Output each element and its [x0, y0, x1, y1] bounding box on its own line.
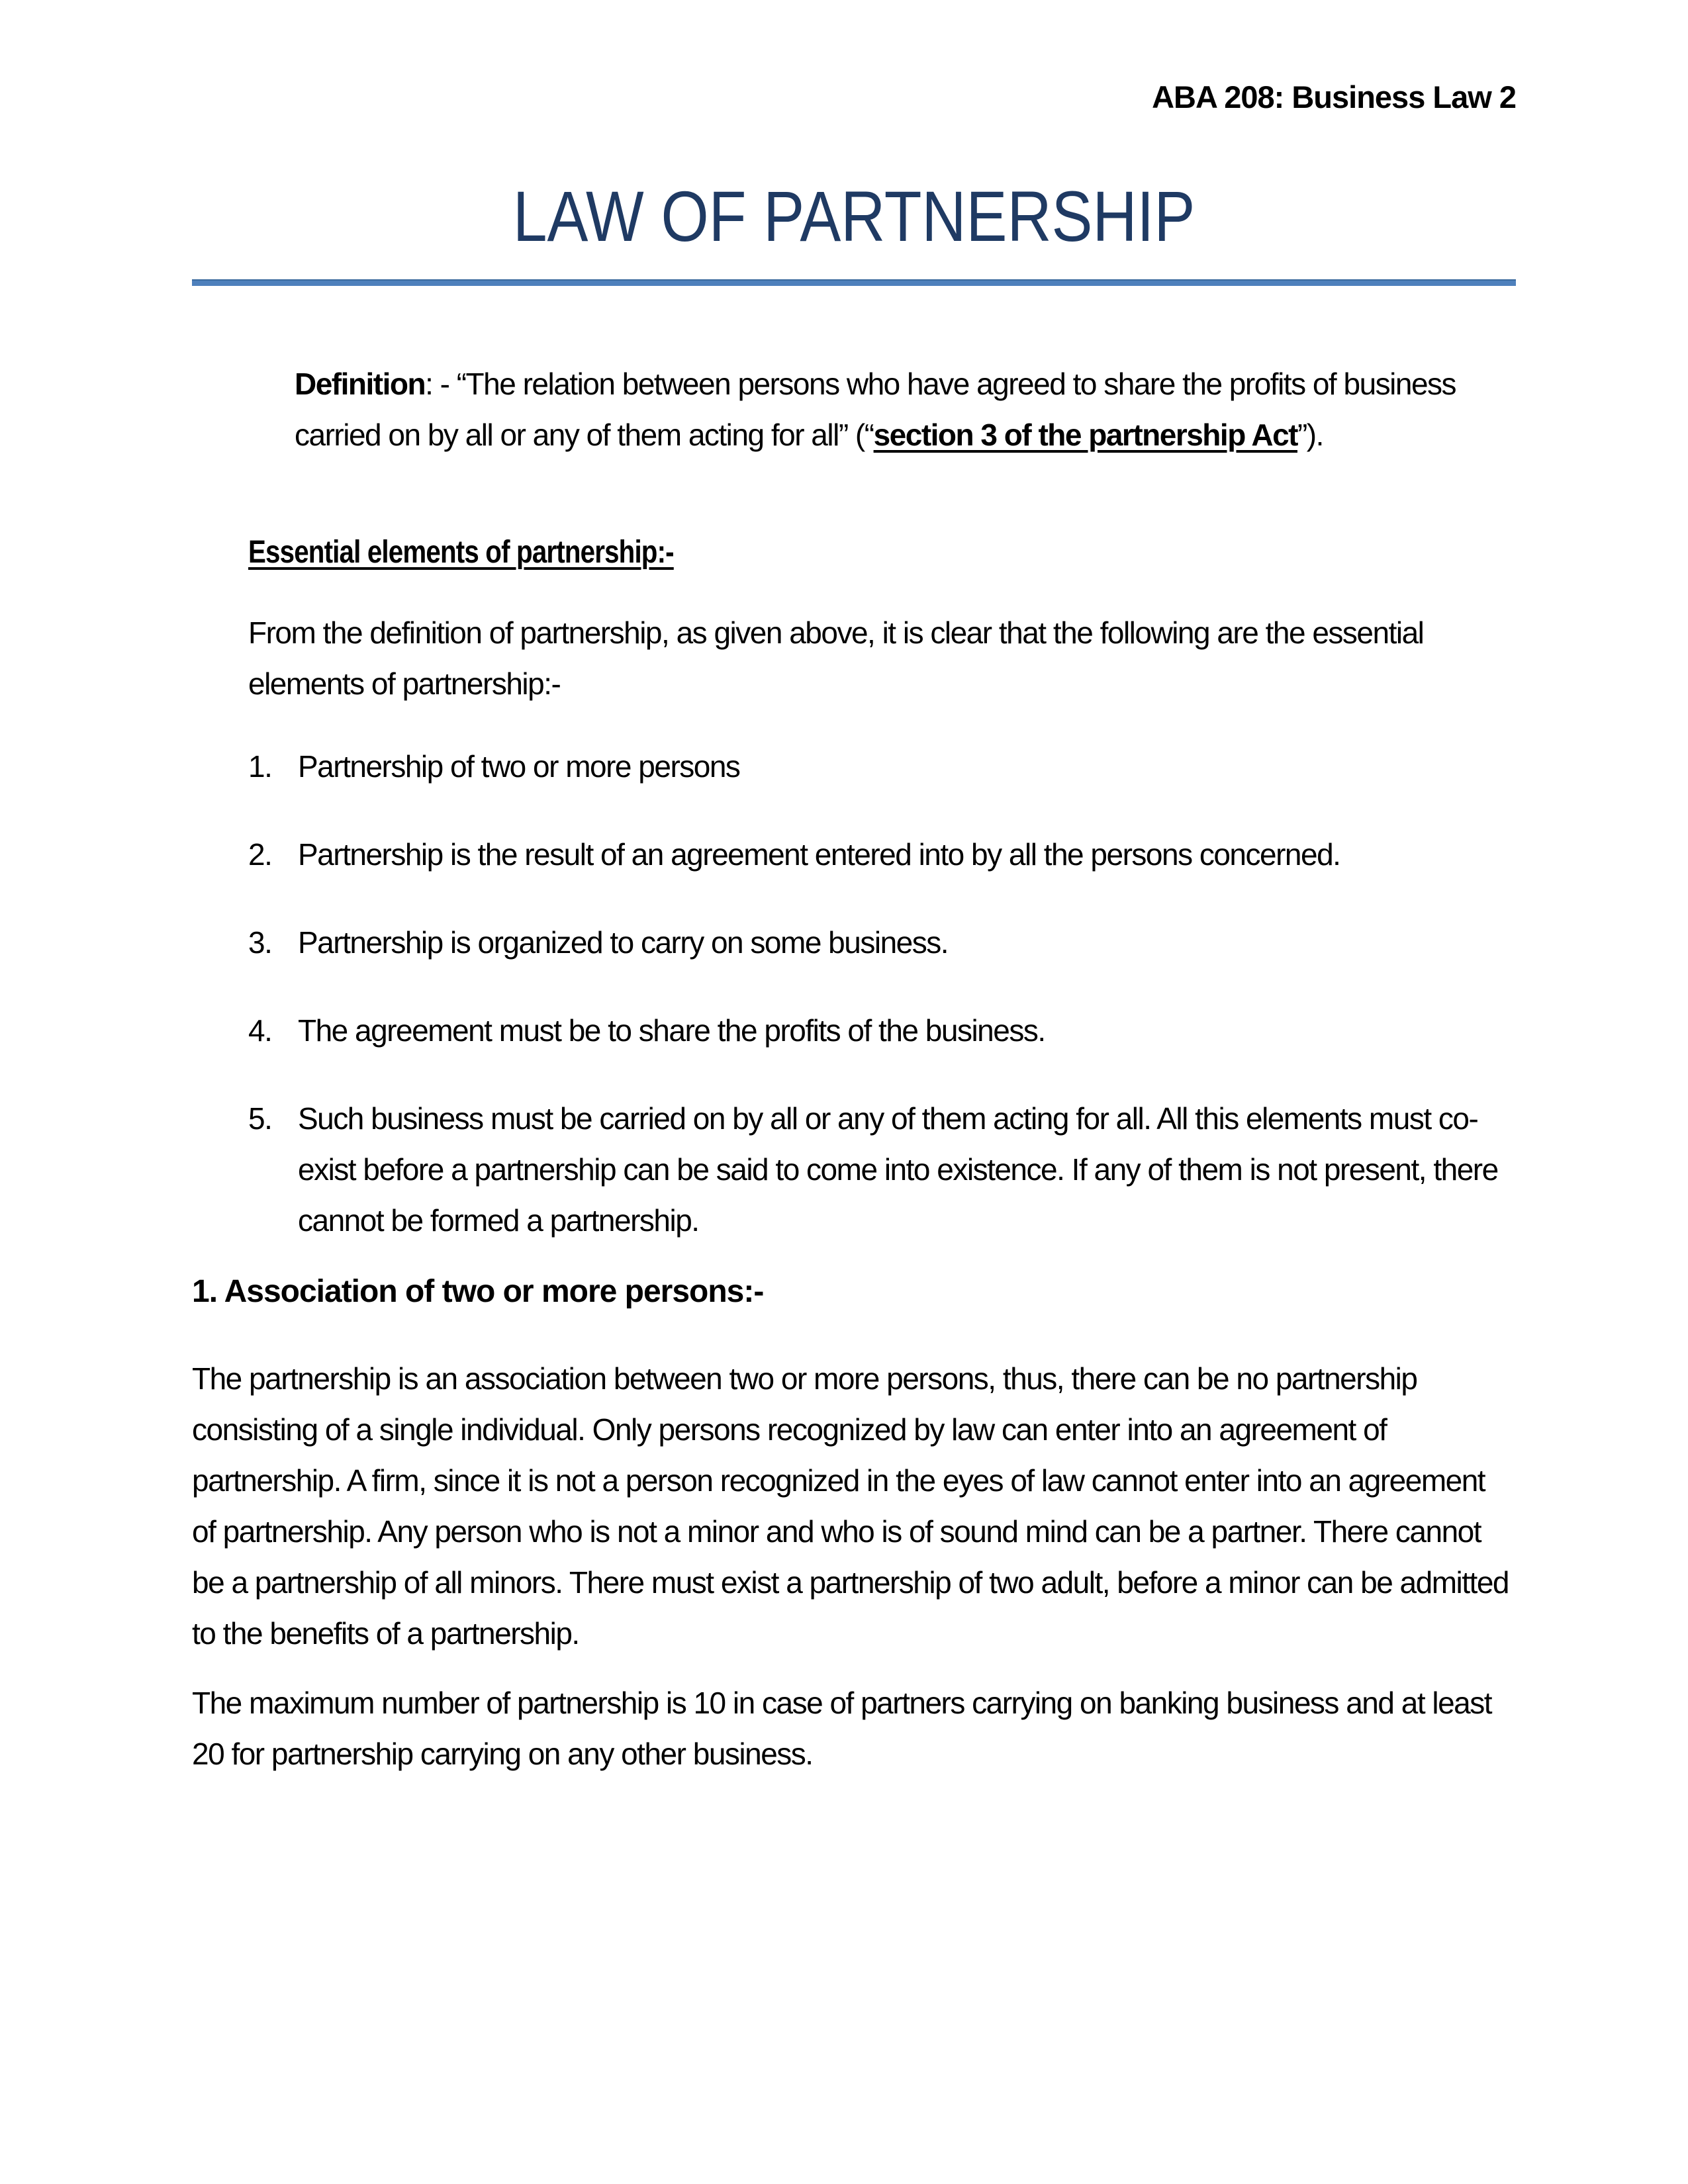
definition-lead-text: : - “The relation between persons who have agreed to share the profits of business carried on by all or any of them acting for all” (“: [295, 367, 1456, 452]
list-item-4: The agreement must be to share the profits of the business.: [298, 1013, 1045, 1048]
list-item-2: Partnership is the result of an agreement entered into by all the persons concerned.: [298, 837, 1340, 872]
definition-label: Definition: [295, 367, 426, 401]
association-paragraph-2: The maximum number of partnership is 10 in case of partners carrying on banking business and at least 20 for partnership carrying on any other business.: [192, 1686, 1492, 1771]
definition-paragraph: [295, 359, 1513, 461]
definition-statute-reference: section 3 of the partnership Act: [873, 418, 1297, 452]
list-item-3: Partnership is organized to carry on some business.: [298, 925, 949, 960]
list-item-5: Such business must be carried on by all or any of them acting for all. All this elements must co-exist before a partnership can be said to come into existence. If any of them is not present, there cannot be formed a partnership.: [298, 1101, 1498, 1238]
essential-elements-list: [192, 741, 1516, 1246]
document-title: [192, 173, 1516, 259]
title-rule: [192, 279, 1516, 286]
course-header: ABA 208: Business Law 2: [1152, 79, 1516, 114]
association-paragraph-1: The partnership is an association between two or more persons, thus, there can be no partnership consisting of a single individual. Only persons recognized by law can enter into an agreement of partnership. A firm, since it is not a person recognized in the eyes of law cannot enter into an agreement of partnership. Any person who is not a minor and who is of sound mind can be a partner. There cannot be a partnership of all minors. There must exist a partnership of two adult, before a minor can be admitted to the benefits of a partnership.: [192, 1361, 1509, 1651]
essential-elements-heading: [248, 527, 1516, 578]
essential-elements-heading-text: Essential elements of partnership:-: [248, 535, 674, 570]
definition-tail-text: ”).: [1297, 418, 1323, 452]
list-item-1: Partnership of two or more persons: [298, 749, 740, 784]
document-title-text: LAW OF PARTNERSHIP: [512, 176, 1196, 256]
association-section-heading: 1. Association of two or more persons:-: [192, 1274, 764, 1309]
essential-elements-intro: From the definition of partnership, as given above, it is clear that the following are the essential elements of partnership:-: [248, 615, 1424, 701]
